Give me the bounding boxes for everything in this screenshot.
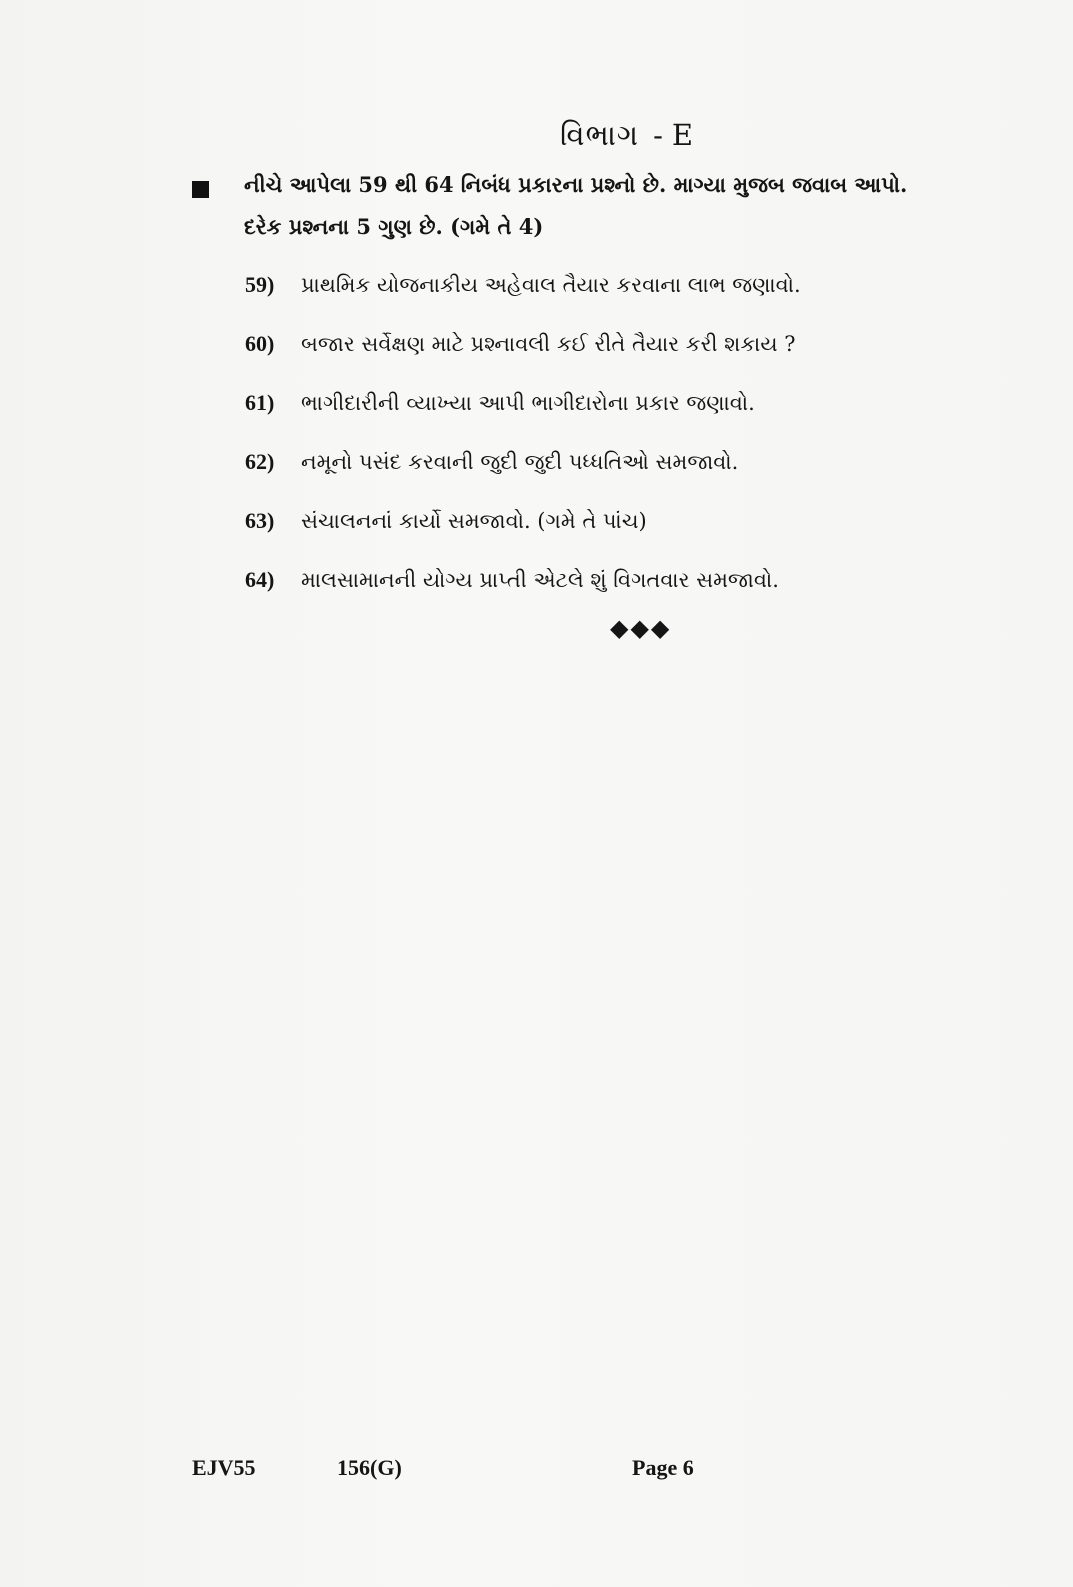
question-number: 64)	[245, 567, 275, 592]
question-item	[245, 331, 795, 371]
question-text: ભાગીદારીની વ્યાખ્યા આપી ભાગીદારોના પ્રકાર જણાવો.	[301, 391, 755, 415]
question-text: નમૂનો પસંદ કરવાની જુદી જુદી પધ્ધતિઓ સમજાવો.	[301, 450, 739, 474]
question-text: પ્રાથમિક યોજનાકીય અહેવાલ તૈયાર કરવાના લાભ જણાવો.	[301, 273, 801, 297]
question-number: 62)	[245, 449, 275, 474]
instruction-line-2: દરેક પ્રશ્નના 5 ગુણ છે. (ગમે તે 4)	[244, 214, 544, 239]
square-bullet-icon	[192, 181, 209, 198]
question-item	[245, 449, 738, 489]
question-number: 60)	[245, 331, 275, 356]
question-text: સંચાલનનાં કાર્યો સમજાવો. (ગમે તે પાંચ)	[301, 509, 647, 533]
question-number: 61)	[245, 390, 275, 415]
question-text: માલસામાનની યોગ્ય પ્રાપ્તી એટલે શું વિગતવાર સમજાવો.	[301, 568, 779, 592]
section-heading-label: વિભાગ	[560, 118, 640, 152]
instruction-line-1: નીચે આપેલા 59 થી 64 નિબંધ પ્રકારના પ્રશ્નો છે. માગ્યા મુજબ જવાબ આપો.	[244, 172, 908, 197]
footer-page-number: Page 6	[632, 1455, 694, 1480]
question-item	[245, 567, 779, 607]
section-heading-letter: E	[671, 118, 695, 152]
end-of-section-diamonds-icon: ◆◆◆	[610, 614, 672, 642]
footer-paper-code: 156(G)	[337, 1455, 402, 1480]
section-heading	[560, 118, 694, 153]
footer-exam-code: EJV55	[192, 1455, 256, 1480]
question-text: બજાર સર્વેક્ષણ માટે પ્રશ્નાવલી કઈ રીતે તૈયાર કરી શકાય ?	[301, 332, 796, 356]
question-item	[245, 390, 755, 430]
question-item	[245, 508, 647, 548]
question-item	[245, 272, 801, 312]
section-heading-dash: -	[653, 118, 664, 152]
question-number: 59)	[245, 272, 275, 297]
question-number: 63)	[245, 508, 275, 533]
